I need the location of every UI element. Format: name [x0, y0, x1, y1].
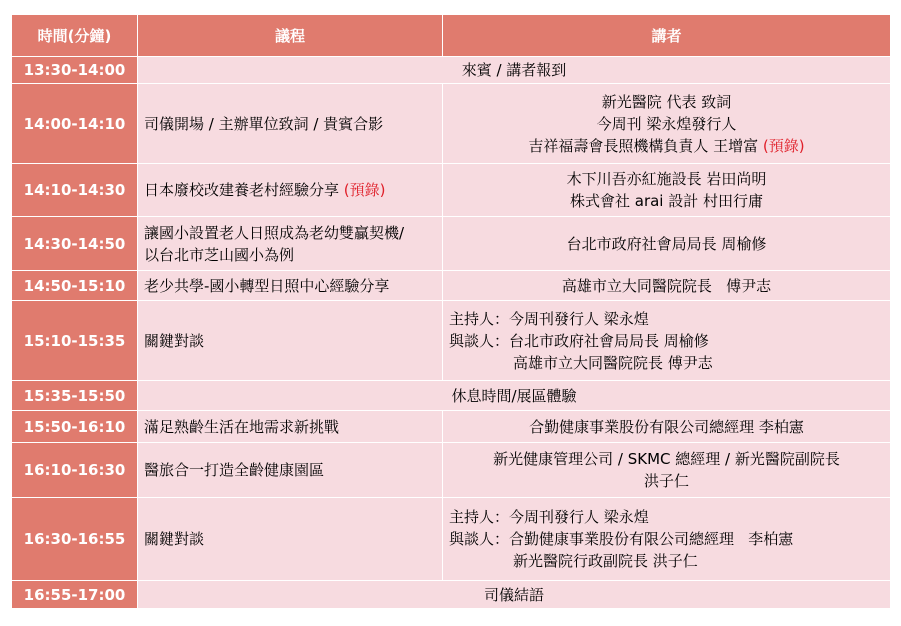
speaker-cell: [443, 164, 891, 217]
topic-cell: 滿足熟齡生活在地需求新挑戰: [138, 411, 443, 443]
speaker-line: 洪子仁: [643, 472, 689, 490]
topic-line: 以台北市芝山國小為例: [144, 245, 295, 264]
time-cell: 14:50-15:10: [12, 271, 138, 301]
time-cell: 15:50-16:10: [12, 411, 138, 443]
table-row: [12, 381, 891, 411]
header-agenda: 議程: [138, 15, 443, 57]
host-line: 主持人：今周刊發行人 梁永煌: [449, 309, 649, 328]
table-row: [12, 57, 891, 84]
speaker-cell: 台北市政府社會局局長 周榆修: [443, 217, 891, 271]
table-row: [12, 581, 891, 609]
panel-line: 與談人：台北市政府社會局局長 周榆修: [449, 331, 709, 350]
topic-cell: 醫旅合一打造全齡健康園區: [138, 443, 443, 498]
topic-cell: 司儀開場 / 主辦單位致詞 / 貴賓合影: [138, 84, 443, 164]
header-time: 時間(分鐘): [12, 15, 138, 57]
speaker-line: 新光醫院 代表 致詞: [601, 92, 732, 111]
speaker-line: 今周刊 梁永煌發行人: [596, 114, 737, 133]
time-cell: 15:35-15:50: [12, 381, 138, 411]
speaker-cell: 高雄市立大同醫院院長 傅尹志: [443, 271, 891, 301]
time-cell: 16:30-16:55: [12, 498, 138, 581]
host-line: 主持人：今周刊發行人 梁永煌: [449, 508, 649, 526]
topic-text: 日本廢校改建養老村經驗分享: [144, 181, 340, 199]
table-row: [12, 164, 891, 217]
table-row: [12, 271, 891, 301]
speaker-cell: [443, 84, 891, 164]
topic-line: 讓國小設置老人日照成為老幼雙贏契機/: [144, 223, 405, 242]
table-row: [12, 301, 891, 381]
speaker-cell: [443, 498, 891, 581]
recorded-note: (預錄): [762, 136, 805, 155]
speaker-cell: 合勤健康事業股份有限公司總經理 李柏憲: [443, 411, 891, 443]
table-row: [12, 411, 891, 443]
time-cell: 16:10-16:30: [12, 443, 138, 498]
speaker-cell: [443, 443, 891, 498]
topic-cell: 關鍵對談: [138, 498, 443, 581]
panel-line: 與談人：合勤健康事業股份有限公司總經理 李柏憲: [449, 530, 794, 548]
full-row-cell: 休息時間/展區體驗: [138, 381, 891, 411]
agenda-table: [11, 14, 891, 609]
topic-cell: [138, 217, 443, 271]
time-cell: 15:10-15:35: [12, 301, 138, 381]
topic-cell: 關鍵對談: [138, 301, 443, 381]
header-row: [12, 15, 891, 57]
table-row: [12, 84, 891, 164]
time-cell: 16:55-17:00: [12, 581, 138, 609]
time-cell: 14:30-14:50: [12, 217, 138, 271]
panel-line: 高雄市立大同醫院院長 傅尹志: [513, 353, 713, 372]
recorded-note: (預錄): [343, 181, 386, 199]
speaker-line: 新光健康管理公司 / SKMC 總經理 / 新光醫院副院長: [493, 450, 840, 468]
full-row-cell: 來賓 / 講者報到: [138, 57, 891, 84]
time-cell: 14:10-14:30: [12, 164, 138, 217]
time-cell: 13:30-14:00: [12, 57, 138, 84]
topic-cell: [138, 164, 443, 217]
header-speaker: 講者: [443, 15, 891, 57]
speaker-cell: [443, 301, 891, 381]
panel-line: 新光醫院行政副院長 洪子仁: [513, 552, 698, 570]
table-row: [12, 443, 891, 498]
topic-cell: 老少共學-國小轉型日照中心經驗分享: [138, 271, 443, 301]
speaker-line: 木下川吾亦紅施設長 岩田尚明: [566, 170, 767, 188]
time-cell: 14:00-14:10: [12, 84, 138, 164]
speaker-text: 吉祥福壽會長照機構負責人 王增富: [528, 136, 759, 155]
speaker-line: 株式會社 arai 設計 村田行庸: [569, 192, 764, 210]
table-row: [12, 498, 891, 581]
full-row-cell: 司儀結語: [138, 581, 891, 609]
speaker-line: [449, 135, 884, 157]
table-row: [12, 217, 891, 271]
